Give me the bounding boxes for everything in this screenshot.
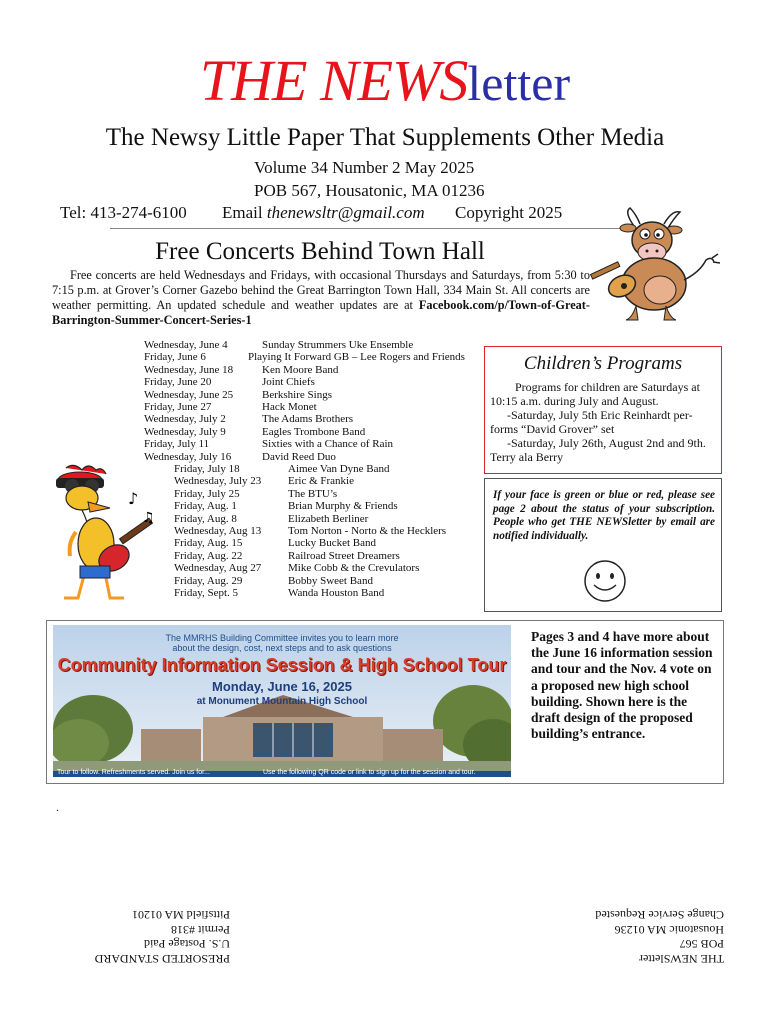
flyer-intro — [53, 633, 511, 653]
schedule-band: Brian Murphy & Friends — [288, 500, 398, 513]
email-label: Email — [222, 203, 267, 222]
childrens-programs-line: forms “David Grover” set — [490, 422, 615, 436]
childrens-programs-line: -Saturday, July 5th Eric Reinhardt per- — [507, 408, 693, 422]
schedule-band: The BTU’s — [288, 487, 338, 500]
postage-line: Pittsfield MA 01201 — [131, 908, 230, 923]
postage-line: U.S. Postage Paid — [143, 937, 230, 952]
return-address-line: POB 567 — [679, 937, 724, 952]
schedule-band: The Adams Brothers — [262, 413, 354, 426]
schedule-band: Sunday Strummers Uke Ensemble — [262, 339, 414, 351]
flyer-headline: Community Information Session & High School Tour — [57, 655, 507, 675]
concerts-body — [52, 268, 590, 328]
schedule-date: Friday, Aug. 8 — [174, 512, 237, 525]
schedule-band: Hack Monet — [262, 401, 317, 413]
flyer-footer-right: Use the following QR code or link to sign up for the session and tour. — [263, 769, 476, 776]
schedule-date: Friday, Sept. 5 — [174, 587, 239, 599]
information-session-flyer — [53, 625, 511, 777]
title-letter: letter — [467, 55, 571, 111]
title-the-news: THE NEWS — [199, 48, 468, 113]
schedule-date: Friday, July 11 — [144, 438, 210, 451]
schedule-date: Friday, Aug. 22 — [174, 549, 243, 562]
masthead-title — [0, 48, 770, 113]
address-line: POB 567, Housatonic, MA 01236 — [254, 181, 485, 200]
schedule-date: Friday, July 25 — [174, 487, 240, 500]
schedule-band: Aimee Van Dyne Band — [288, 463, 390, 475]
schedule-band: Lucky Bucket Band — [288, 537, 376, 550]
schedule-band: Berkshire Sings — [262, 388, 332, 401]
childrens-programs-line: Programs for children are Saturdays at — [515, 380, 700, 394]
email-line — [222, 203, 425, 223]
schedule-date: Wednesday, Aug 27 — [174, 562, 262, 575]
subscription-notice-box — [484, 478, 722, 612]
concerts-title: Free Concerts Behind Town Hall — [155, 238, 485, 265]
return-address-line: THE NEWSletter — [639, 952, 724, 966]
childrens-programs-box — [484, 346, 722, 474]
stray-dot: . — [56, 800, 59, 814]
schedule-band: Playing It Forward GB – Lee Rogers and Friends — [248, 351, 465, 364]
postage-line: Permit #318 — [171, 923, 230, 937]
schedule-band: Elizabeth Berliner — [288, 512, 369, 525]
schedule-date: Friday, Aug. 15 — [174, 537, 243, 550]
flyer-date: Monday, June 16, 2025 — [212, 679, 352, 694]
schedule-date: Wednesday, June 18 — [144, 363, 234, 376]
volume-line: Volume 34 Number 2 May 2025 — [254, 158, 475, 177]
flyer-venue: at Monument Mountain High School — [196, 696, 368, 707]
subscription-notice-text: If your face is green or blue or red, please see page 2 about the status of your subscription. People who get THE NEWSletter by email are notified individually. — [493, 489, 715, 542]
copyright: Copyright 2025 — [455, 203, 563, 222]
schedule-band: David Reed Duo — [262, 450, 336, 463]
flyer-footer-left: Tour to follow. Refreshments served. Join us for... — [57, 769, 210, 776]
rooster-guitarist-illustration — [48, 462, 164, 612]
schedule-date: Friday, June 27 — [144, 401, 212, 413]
flyer-intro-line: The MMRHS Building Committee invites you to learn more — [165, 633, 399, 643]
schedule-date: Friday, Aug. 1 — [174, 500, 237, 513]
smiley-face-icon — [583, 559, 627, 603]
header-rule — [110, 228, 640, 229]
return-address — [596, 908, 724, 966]
return-address-line: Change Service Requested — [595, 908, 724, 923]
schedule-band: Bobby Sweet Band — [288, 574, 373, 587]
schedule-band: Eagles Trombone Band — [262, 425, 366, 438]
concerts-body-text: Free concerts are held Wednesdays and Fridays, with occasional Thursdays and Saturdays, from 5:30 to 7:15 p.m. at Grover’s Corner Gazebo behind the Great Barrington Town Hall, 334 Main St. All concerts are weather permitting. An updated schedule and weather updates are at — [52, 268, 590, 312]
postage-line: PRESORTED STANDARD — [94, 952, 230, 966]
schedule-date: Wednesday, Aug 13 — [174, 525, 262, 537]
schedule-date: Wednesday, June 25 — [144, 388, 234, 401]
childrens-programs-title: Children’s Programs — [523, 353, 683, 374]
childrens-programs-line: -Saturday, July 26th, August 2nd and 9th. — [507, 436, 706, 450]
flyer-caption: Pages 3 and 4 have more about the June 16 information session and tour and the Nov. 4 vote on a proposed new high school building. Shown here is the draft design of the proposed building’s entrance. — [531, 629, 713, 742]
email-address[interactable]: thenewsltr@gmail.com — [266, 203, 425, 222]
childrens-programs-line: 10:15 a.m. during July and August. — [490, 394, 659, 408]
schedule-date: Wednesday, June 4 — [144, 339, 228, 351]
schedule-band: Mike Cobb & the Crevulators — [288, 562, 420, 575]
schedule-band: Joint Chiefs — [262, 376, 315, 389]
schedule-date: Wednesday, July 2 — [144, 413, 226, 426]
schedule-date: Wednesday, July 23 — [174, 475, 262, 488]
schedule-date: Friday, June 20 — [144, 376, 212, 389]
postage-indicia — [90, 908, 230, 966]
schedule-band: Wanda Houston Band — [288, 587, 385, 599]
schedule-date: Friday, Aug. 29 — [174, 574, 243, 587]
schedule-band: Railroad Street Dreamers — [288, 549, 400, 562]
return-address-line: Housatonic MA 01236 — [614, 923, 724, 937]
schedule-band: Sixties with a Chance of Rain — [262, 438, 394, 451]
flyer-intro-line: about the design, cost, next steps and to ask questions — [172, 643, 392, 653]
schedule-band: Ken Moore Band — [262, 363, 339, 376]
schedule-date: Friday, July 18 — [174, 463, 240, 475]
childrens-programs-line: Terry ala Berry — [490, 450, 564, 464]
svg-text:♪: ♪ — [128, 489, 139, 508]
schedule-band: Tom Norton - Norto & the Hecklers — [288, 525, 447, 537]
telephone: Tel: 413-274-6100 — [60, 203, 187, 222]
schedule-date: Friday, June 6 — [144, 351, 206, 364]
tagline: The Newsy Little Paper That Supplements Other Media — [105, 124, 665, 151]
schedule-date: Wednesday, July 16 — [144, 450, 232, 463]
concerts-facebook-link[interactable]: Facebook.com/p/Town-of-Great-Barrington-Summer-Concert-Series-1 — [52, 298, 590, 327]
svg-text:♫: ♫ — [142, 510, 155, 526]
schedule-date: Wednesday, July 9 — [144, 425, 226, 438]
schedule-band: Eric & Frankie — [288, 475, 354, 488]
flyer-section — [46, 620, 724, 784]
